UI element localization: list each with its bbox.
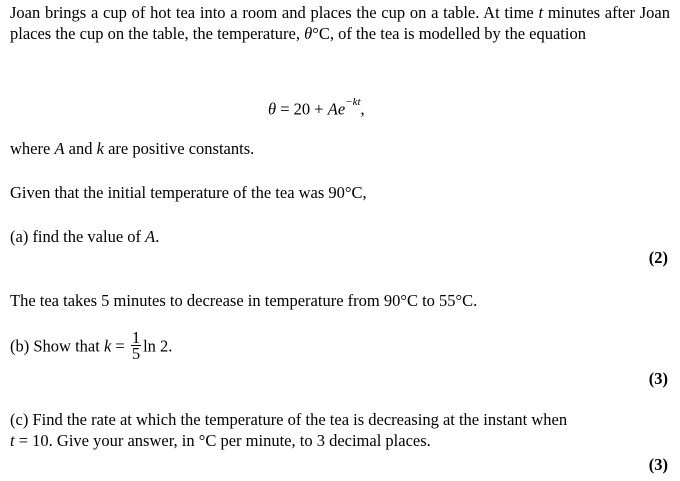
part-c-marks: (3) (648, 455, 668, 474)
model-equation: $\theta = 20 + Ae^{-kt}$, (268, 96, 365, 119)
part-a-marks: (2) (648, 248, 668, 267)
part-a-question: (a) find the value of A. (10, 227, 160, 246)
cooling-statement: The tea takes 5 minutes to decrease in temperature from 90°C to 55°C. (10, 291, 478, 310)
intro-paragraph: Joan brings a cup of hot tea into a room and places the cup on a table. At time t minutes after Joan places the cup on the table, the temperature, θ°C, of the tea is modelled by the equation (10, 3, 671, 43)
part-c-question: (c) Find the rate at which the temperature of the tea is decreasing at the instant when t = 10. Give your answer, in °C per minute, to 3 decimal places. (10, 410, 568, 450)
initial-temperature-statement: Given that the initial temperature of the tea was 90°C, (10, 183, 367, 202)
part-b-marks: (3) (648, 369, 668, 388)
part-b-question: (b) Show that k = $\frac{1}{5}$ ln 2. (10, 328, 173, 363)
constants-statement: where A and k are positive constants. (10, 139, 255, 158)
fraction: $\frac{1}{5}$ (131, 328, 141, 363)
